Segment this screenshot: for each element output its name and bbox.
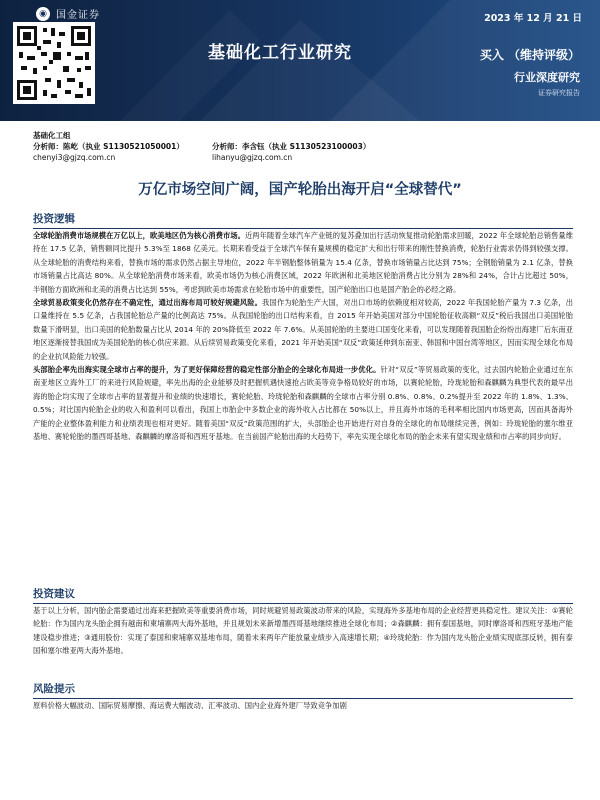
analyst-2-email[interactable]: lihanyu@gjzq.com.cn <box>212 153 293 162</box>
investment-suggestion-heading: 投资建议 <box>33 588 75 600</box>
suggestion-paragraph: 基于以上分析，国内胎企需要通过出海来把握欧美等重要消费市场，同时规避贸易政策波动带来的风险，实现海外多基地布局的企业经营更具稳定性。建议关注：①赛轮轮胎：作为国内龙头胎企拥有越南和柬埔寨两大海外基地，并且规划未来新增墨西哥基地继续推进全球化布局；②森麒麟：拥有泰国基地，同时摩洛哥和西班牙基地产能建设稳步推进；③通用股份：实现了泰国和柬埔寨双基地布局，随着未来两年产能放量业绩步入高速增长期；④玲珑轮胎：作为国内龙头胎企业绩实现底部反转，拥有泰国和塞尔维亚两大海外基地。 <box>33 606 573 656</box>
investment-logic-heading: 投资逻辑 <box>33 213 75 225</box>
analyst-2 <box>212 141 370 163</box>
logo-text: 国金证券 <box>56 10 100 21</box>
logic-p1-lead: 全球轮胎消费市场规模在万亿以上，欧美地区仍为核心消费市场。 <box>33 231 245 240</box>
analyst-2-name: 分析师：李含钰（执业 S1130523100003） <box>212 142 371 151</box>
report-sub-label: 证券研究报告 <box>538 89 580 97</box>
research-group: 基础化工组 <box>33 131 71 140</box>
logic-paragraph-3 <box>33 363 573 443</box>
investment-suggestion-section <box>33 586 573 658</box>
analyst-1-email[interactable]: chenyi3@gjzq.com.cn <box>33 153 116 162</box>
logic-p3-lead: 头部胎企率先出海实现全球市占率的提升，为了更好保障经营的稳定性部分胎企的全球化布局进一步优化。 <box>33 365 381 375</box>
report-main-title: 万亿市场空间广阔，国产轮胎出海开启“全球替代” <box>138 182 462 198</box>
logic-p3-body: 针对“双反”等贸易政策的变化，过去国内轮胎企业通过在东南亚地区立海外工厂的来进行风险规避，率先出海的企业能够及时把握机遇快速抢占欧美等竞争格局较好的市场，以赛轮轮胎，玲珑轮胎和森麒麟为典型代表的最早出海的胎企均实现了全球市占率的显著提升和业绩的快速增长，赛轮轮胎、玲珑轮胎和森麒麟的全球市占率分别 0.8%、0.8%、0.2%提升至 2022 年的 1.8%、1.3%、0.5%；对比国内轮胎企业的收入和盈利可以看出，我国上市胎企中多数企业的海外收入占比都在 50%以上，并且海外市场的毛利率相比国内市场更高，因而具备海外产能的企业整体盈利能力和业绩表现也相对更好。随着美国“双反”政策范围的扩大，头部胎企也开始进行对自身的全球化的布局继续完善，例如：玲珑轮胎的塞尔维亚基地、赛轮轮胎的墨西哥基地、森麒麟的摩洛哥和西班牙基地。在当前国产轮胎出海的大趋势下，率先实现全球化布局的胎企未来有望实现业绩和市占率的同步向好。 <box>33 365 573 442</box>
risk-heading: 风险提示 <box>33 683 75 695</box>
brand-logo <box>36 6 100 21</box>
analyst-1 <box>33 141 184 163</box>
rating-label: 买入 （维持评级） <box>479 48 580 62</box>
risk-paragraph: 原料价格大幅波动、国际贸易摩擦、海运费大幅波动、汇率波动、国内企业海外建厂导致竞争加剧 <box>33 701 347 710</box>
qr-code-icon <box>13 22 95 104</box>
logic-paragraph-2 <box>33 296 573 363</box>
analyst-1-name: 分析师：陈屹（执业 S1130521050001） <box>33 142 184 151</box>
report-type: 行业深度研究 <box>514 71 580 84</box>
report-header <box>0 0 600 121</box>
logic-p2-lead: 全球贸易政策变化仍然存在不确定性，通过出海布局可较好规避风险。 <box>33 298 263 308</box>
risk-section <box>33 681 573 712</box>
investment-logic-section <box>33 211 573 444</box>
logic-p1-body: 近两年随着全球汽车产业链的复苏叠加出行活动恢复推动轮胎需求回暖，2022 年全球轮胎总销售量维持在 17.5 亿条，销售额同比提升 5.3%至 1868 亿美元。长期来看受益于全球汽车保有量规模的稳定扩大和出行带来的刚性替换消费，轮胎行业需求仍得到较强支撑。从全球轮胎的消费结构来看，替换市场的需求仍然占据主导地位，2022 年半钢胎整体销量为 15.4 亿条，替换市场销量占比达到 75%；全钢胎销量为 2.1 亿条，替换市场销量占比高达 80%。从全球轮胎消费市场来看，欧美市场仍为核心消费区域，2022 年欧洲和北美地区轮胎消费占比分别为 28%和 24%，合计占比超过 50%，半钢胎方面欧洲和北美的消费占比达到 55%，考虑到欧美市场需求在轮胎市场中的重要性，国产轮胎出口也是国产胎企的必经之路。 <box>33 231 573 294</box>
logo-mark-icon: ◉ <box>36 7 50 21</box>
report-date: 2023 年 12 月 21 日 <box>484 13 582 24</box>
logic-p2-body: 我国作为轮胎生产大国，对出口市场的依赖度相对较高，2022 年我国轮胎产量为 7.3 亿条，出口量维持在 5.5 亿条，占我国轮胎总产量的比例高达 75%。从我国轮胎的出口结构来看，自 2015 年开始美国对部分中国轮胎征收高额“双反”税后我国出口美国轮胎数量下滑明显，出口美国的轮胎数量占比从 2014 年的 20%降低至 2022 年 7.6%。从美国轮胎的主要进口国变化来看，可以发现随着我国胎企纷纷出海建厂后东南亚地区逐渐接替我国成为美国轮胎的核心供应来源。从后续贸易政策变化来看，2021 年开始美国“双反”政策延伸到东南亚、韩国和中国台湾等地区，因而实现全球化布局的企业抗风险能力较强。 <box>33 298 573 361</box>
report-category-title: 基础化工行业研究 <box>208 43 352 63</box>
logic-paragraph-1 <box>33 229 573 296</box>
